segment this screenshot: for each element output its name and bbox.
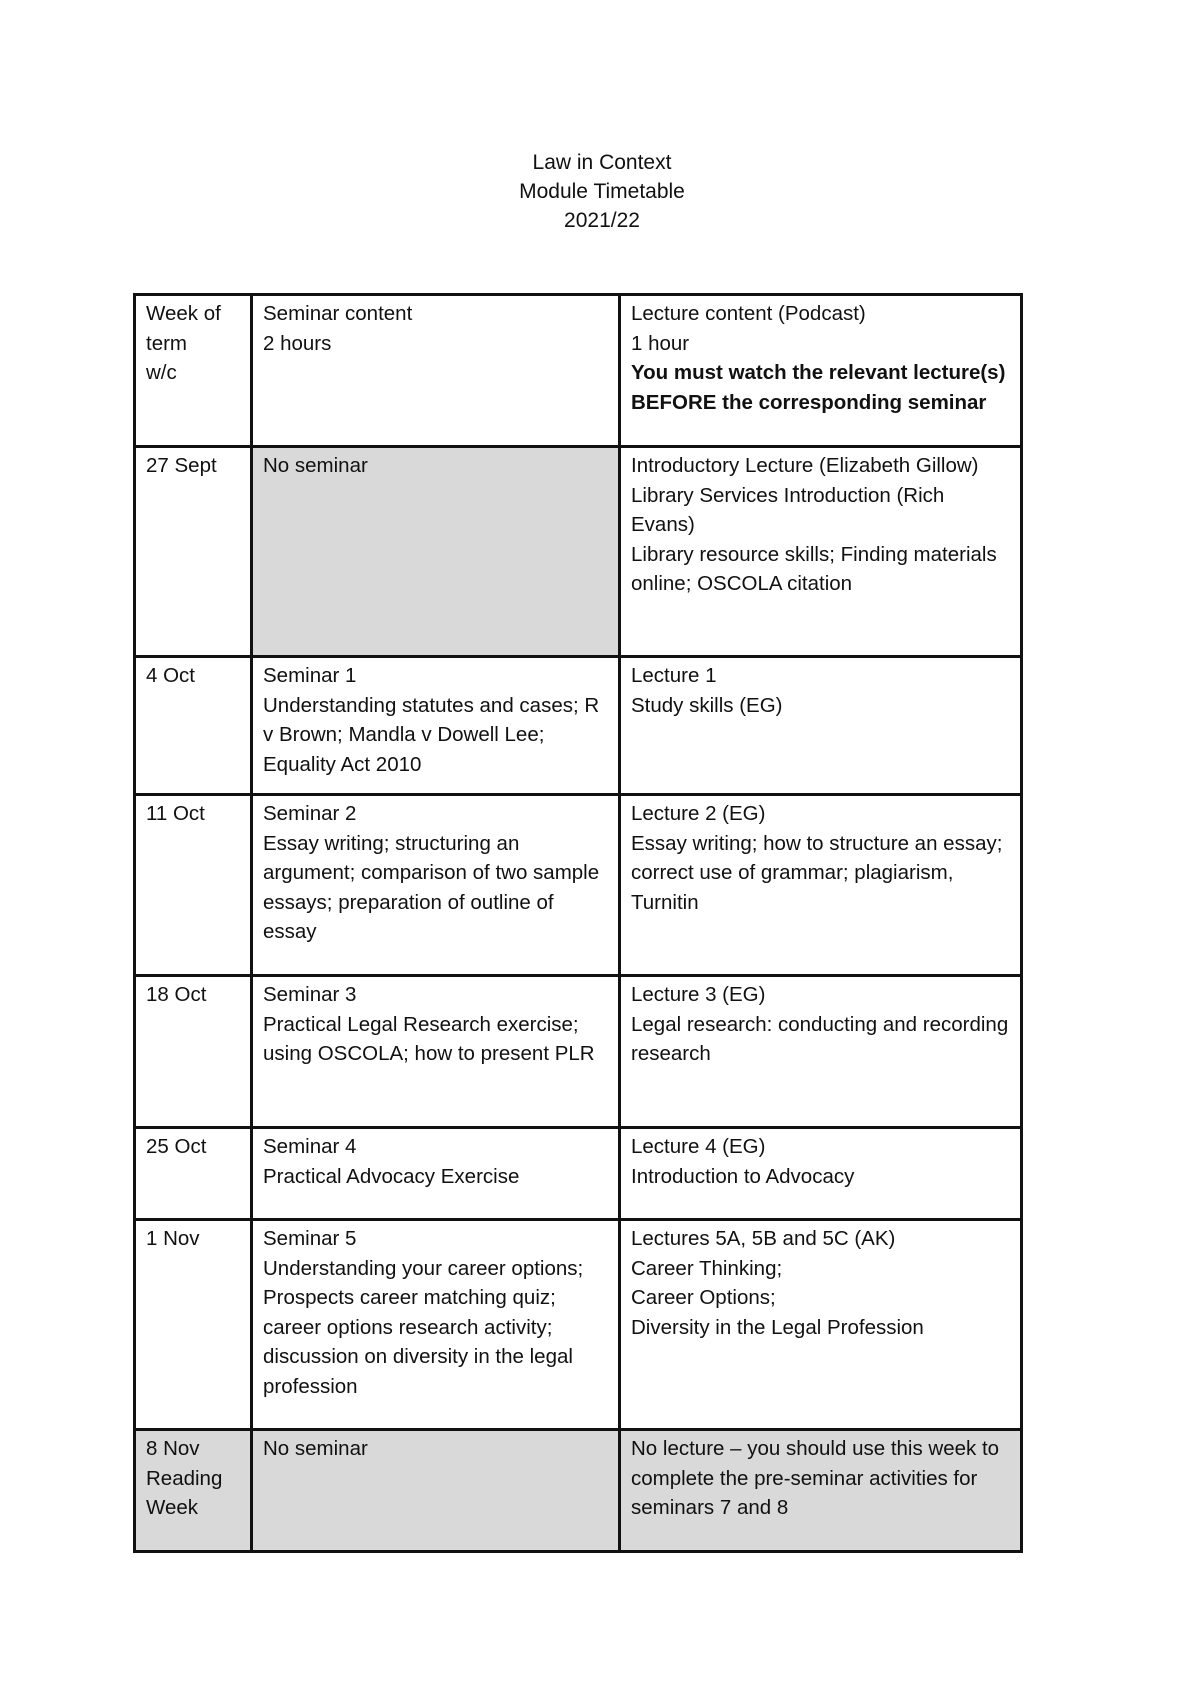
seminar-cell — [252, 1430, 620, 1552]
lecture-line: Library resource skills; Finding materials online; OSCOLA citation — [631, 542, 997, 596]
academic-year: 2021/22 — [564, 209, 640, 232]
table-row — [135, 1128, 1022, 1220]
week-cell — [135, 1220, 252, 1430]
seminar-description: Understanding statutes and cases; R v Brown; Mandla v Dowell Lee; Equality Act 2010 — [263, 693, 600, 776]
header-seminar-title: Seminar content — [263, 302, 413, 325]
seminar-description: Understanding your career options; Prospects career matching quiz; career options research activity; discussion on diversity in the legal profession — [263, 1256, 584, 1398]
week-label: Week — [146, 1496, 199, 1520]
seminar-cell — [252, 1128, 620, 1220]
seminar-title: Seminar 1 — [263, 664, 357, 687]
seminar-title: Seminar 3 — [263, 983, 357, 1006]
table-row — [135, 447, 1022, 657]
header-lecture-duration: 1 hour — [631, 331, 690, 355]
seminar-title: Seminar 5 — [263, 1227, 357, 1250]
lecture-cell — [620, 447, 1022, 657]
week-cell — [135, 447, 252, 657]
header-seminar-cell — [252, 295, 620, 447]
lecture-line: Career Options; — [631, 1286, 776, 1310]
lecture-description: Essay writing; how to structure an essay; correct use of grammar; plagiarism, Turnitin — [631, 831, 1003, 914]
header-week-line: w/c — [146, 361, 177, 385]
week-cell — [135, 1430, 252, 1552]
header-lecture-cell — [620, 295, 1022, 447]
week-label: 18 Oct — [146, 983, 207, 1006]
lecture-cell — [620, 1220, 1022, 1430]
lecture-cell — [620, 1430, 1022, 1552]
table-row — [135, 1220, 1022, 1430]
week-label: 27 Sept — [146, 454, 217, 477]
lecture-line: Career Thinking; — [631, 1256, 783, 1280]
timetable-subtitle: Module Timetable — [519, 180, 685, 203]
header-lecture-title: Lecture content (Podcast) — [631, 302, 866, 325]
header-week-line: Week of — [146, 302, 221, 325]
lecture-description: Introduction to Advocacy — [631, 1164, 855, 1188]
lecture-cell — [620, 657, 1022, 795]
lecture-title: Lecture 4 (EG) — [631, 1135, 766, 1158]
table-row — [135, 657, 1022, 795]
seminar-cell — [252, 1220, 620, 1430]
lecture-cell — [620, 1128, 1022, 1220]
seminar-cell — [252, 657, 620, 795]
lecture-cell — [620, 976, 1022, 1128]
week-cell — [135, 657, 252, 795]
lecture-description: No lecture – you should use this week to complete the pre-seminar activities for seminars 7 and 8 — [631, 1437, 1000, 1520]
lecture-title: Lecture 1 — [631, 664, 717, 687]
header-week-cell — [135, 295, 252, 447]
lecture-line: Introductory Lecture (Elizabeth Gillow) — [631, 454, 979, 477]
table-row — [135, 976, 1022, 1128]
lecture-title: Lectures 5A, 5B and 5C (AK) — [631, 1227, 896, 1250]
lecture-cell — [620, 795, 1022, 976]
lecture-line: Diversity in the Legal Profession — [631, 1315, 924, 1339]
header-seminar-duration: 2 hours — [263, 331, 332, 355]
week-label: 11 Oct — [146, 802, 205, 825]
week-cell — [135, 1128, 252, 1220]
module-title: Law in Context — [532, 151, 672, 174]
week-cell — [135, 795, 252, 976]
seminar-description: Essay writing; structuring an argument; comparison of two sample essays; preparation of outline of essay — [263, 831, 600, 944]
table-row — [135, 1430, 1022, 1552]
week-label: 8 Nov — [146, 1437, 200, 1460]
week-label: 4 Oct — [146, 664, 195, 687]
seminar-line: No seminar — [263, 454, 368, 477]
document-title-block — [0, 148, 1200, 235]
seminar-title: Seminar 4 — [263, 1135, 357, 1158]
lecture-title: Lecture 2 (EG) — [631, 802, 766, 825]
week-label: 1 Nov — [146, 1227, 200, 1250]
seminar-description: Practical Legal Research exercise; using OSCOLA; how to present PLR — [263, 1012, 595, 1066]
seminar-cell — [252, 795, 620, 976]
table-header-row — [135, 295, 1022, 447]
lecture-description: Study skills (EG) — [631, 693, 783, 717]
seminar-description: Practical Advocacy Exercise — [263, 1164, 520, 1188]
week-cell — [135, 976, 252, 1128]
week-label: Reading — [146, 1466, 223, 1490]
seminar-cell — [252, 976, 620, 1128]
seminar-title: Seminar 2 — [263, 802, 357, 825]
week-label: 25 Oct — [146, 1135, 207, 1158]
seminar-line: No seminar — [263, 1437, 368, 1460]
seminar-cell — [252, 447, 620, 657]
header-lecture-note: You must watch the relevant lecture(s) BEFORE the corresponding seminar — [631, 361, 1006, 414]
header-week-line: term — [146, 331, 187, 355]
lecture-line: Library Services Introduction (Rich Evans) — [631, 483, 945, 537]
lecture-description: Legal research: conducting and recording research — [631, 1012, 1009, 1066]
module-timetable — [133, 293, 1023, 1553]
table-row — [135, 795, 1022, 976]
lecture-title: Lecture 3 (EG) — [631, 983, 766, 1006]
